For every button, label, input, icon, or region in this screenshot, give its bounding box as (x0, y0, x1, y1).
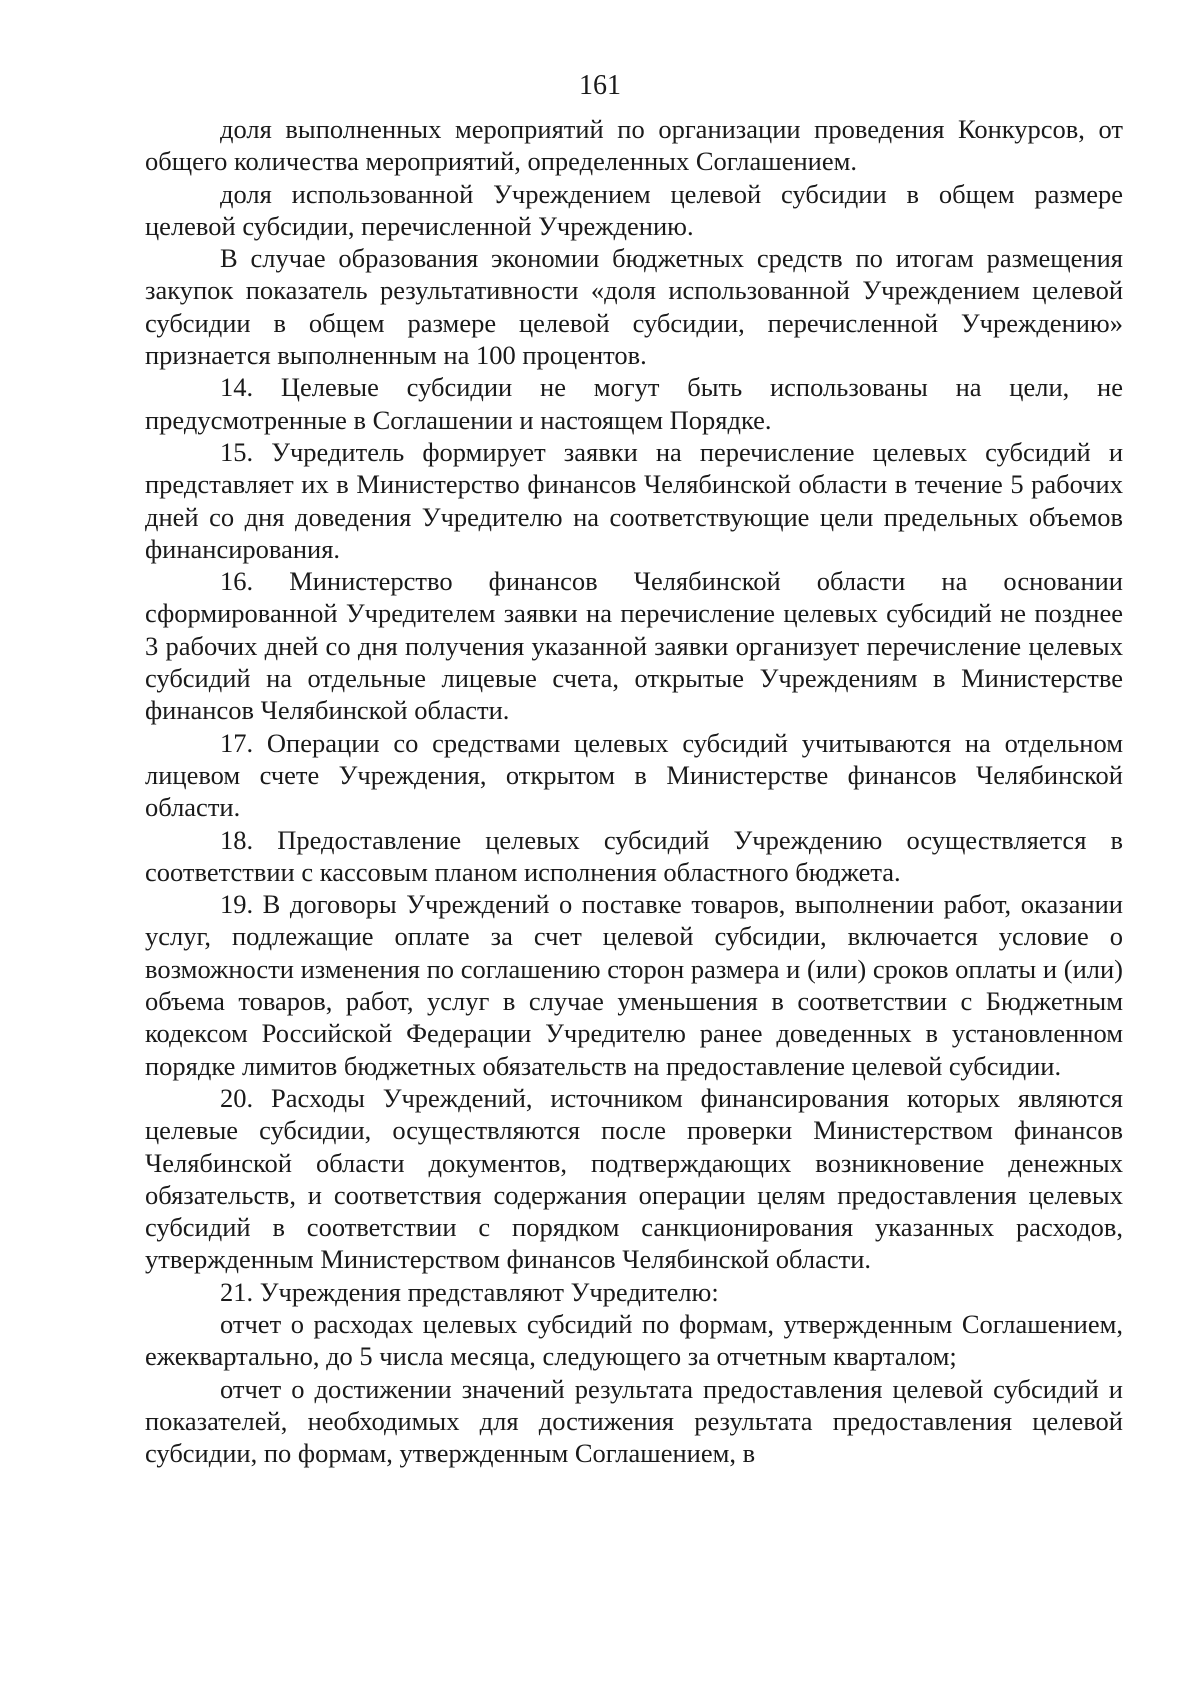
page-number: 161 (579, 70, 621, 101)
paragraph-14: 14. Целевые субсидии не могут быть использованы на цели, не предусмотренные в Соглашении и настоящем Порядке. (145, 372, 1123, 435)
paragraph-18: 18. Предоставление целевых субсидий Учреждению осуществляется в соответствии с кассовым планом исполнения областного бюджета. (145, 824, 1123, 887)
paragraph-savings: В случае образования экономии бюджетных средств по итогам размещения закупок показатель результативности «доля использованной Учреждением целевой субсидии в общем размере целевой субсидии, перечисленной Учреждению» признается выполненным на 100 процентов. (145, 243, 1123, 371)
paragraph-17: 17. Операции со средствами целевых субсидий учитываются на отдельном лицевом счете Учреждения, открытом в Министерстве финансов Челябинской области. (145, 727, 1123, 823)
paragraph-16: 16. Министерство финансов Челябинской области на основании сформированной Учредителем заявки на перечисление целевых субсидий не позднее 3 рабочих дней со дня получения указанной заявки организует перечисление целевых субсидий на отдельные лицевые счета, открытые Учреждениям в Министерстве финансов Челябинской области. (145, 566, 1123, 726)
paragraph-share-events: доля выполненных мероприятий по организации проведения Конкурсов, от общего количества мероприятий, определенных Соглашением. (145, 114, 1123, 177)
paragraph-share-subsidy: доля использованной Учреждением целевой субсидии в общем размере целевой субсидии, перечисленной Учреждению. (145, 178, 1123, 241)
paragraph-20: 20. Расходы Учреждений, источником финансирования которых являются целевые субсидии, осуществляются после проверки Министерством финансов Челябинской области документов, подтверждающих возникновение денежных обязательств, и соответствия содержания операции целям предоставления целевых субсидий в соответствии с порядком санкционирования указанных расходов, утвержденным Министерством финансов Челябинской области. (145, 1082, 1123, 1275)
paragraph-21: 21. Учреждения представляют Учредителю: (220, 1276, 719, 1307)
paragraph-19: 19. В договоры Учреждений о поставке товаров, выполнении работ, оказании услуг, подлежащие оплате за счет целевой субсидии, включается условие о возможности изменения по соглашению сторон размера и (или) сроков оплаты и (или) объема товаров, работ, услуг в случае уменьшения в соответствии с Бюджетным кодексом Российской Федерации Учредителю ранее доведенных в установленном порядке лимитов бюджетных обязательств на предоставление целевой субсидии. (145, 889, 1123, 1081)
paragraph-21-results-report: отчет о достижении значений результата предоставления целевой субсидий и показателей, необходимых для достижения результата предоставления целевой субсидии, по формам, утвержденным Соглашением, в (145, 1373, 1123, 1469)
paragraph-15: 15. Учредитель формирует заявки на перечисление целевых субсидий и представляет их в Министерство финансов Челябинской области в течение 5 рабочих дней со дня доведения Учредителю на соответствующие цели предельных объемов финансирования. (145, 436, 1123, 564)
document-body (145, 113, 1123, 1469)
paragraph-21-expense-report: отчет о расходах целевых субсидий по формам, утвержденным Соглашением, ежеквартально, до 5 числа месяца, следующего за отчетным кварталом; (145, 1308, 1123, 1372)
